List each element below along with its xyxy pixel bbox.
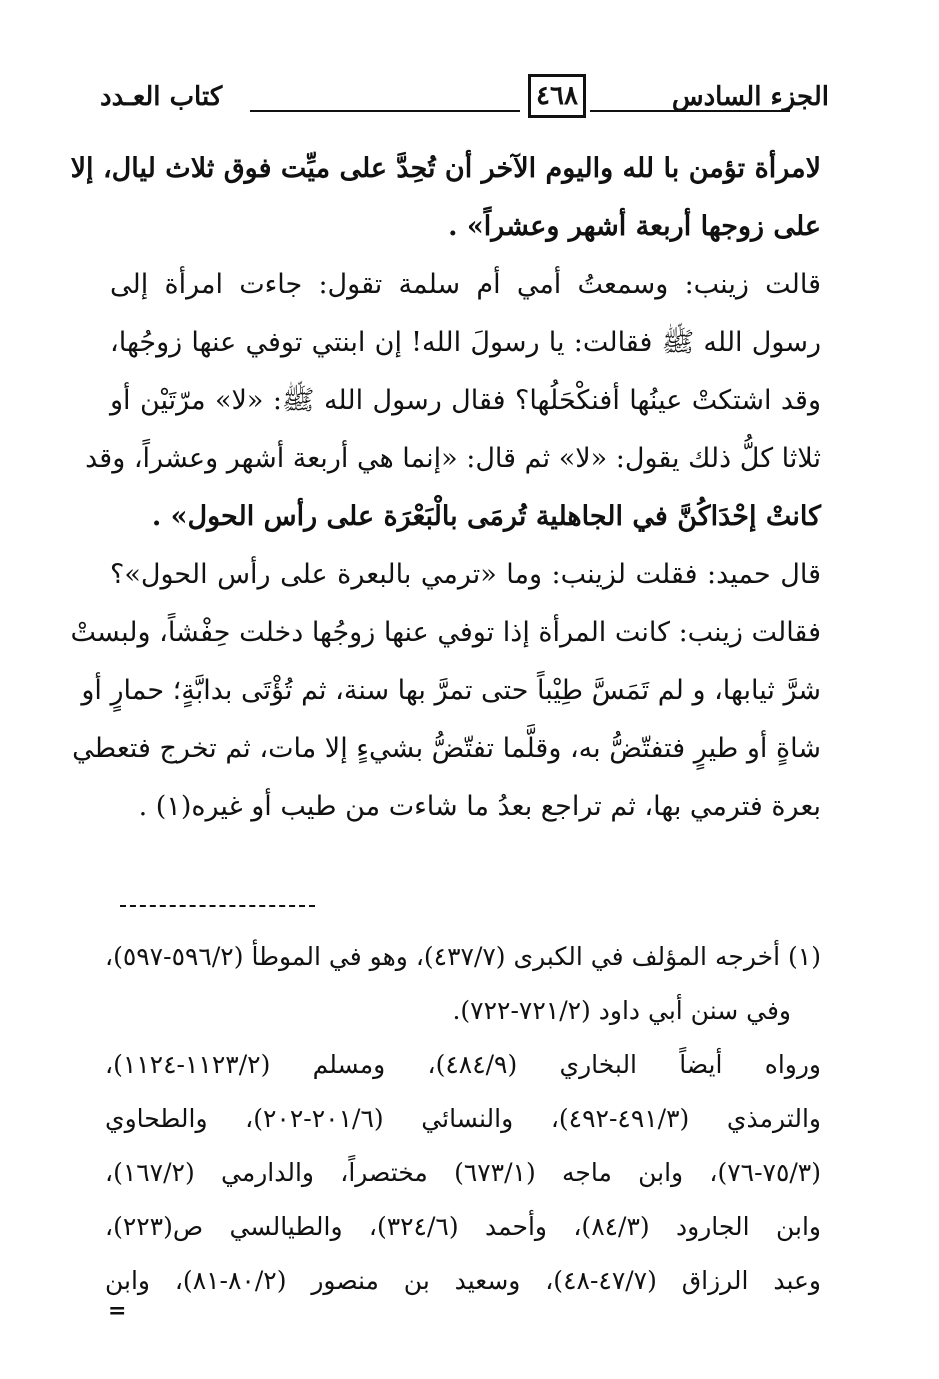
text-line: كانتْ إحْدَاكُنَّ في الجاهلية تُرمَى بالْبَعْرَة على رأس الحول» . bbox=[151, 501, 821, 532]
book-title: كتاب العـدد bbox=[100, 82, 223, 112]
footnote-line: وعبد الرزاق (٤٧/٧-٤٨)، وسعيد بن منصور (٨٠/٢-٨١)، وابن bbox=[105, 1266, 822, 1295]
text-line: وقد اشتكتْ عينُها أفنكْحَلُها؟ فقال رسول الله ﷺ: «لا» مرّتَيْن أو bbox=[110, 385, 821, 416]
volume-title: الجزء السادس bbox=[671, 82, 829, 112]
page-number: ٤٦٨ bbox=[528, 74, 586, 118]
text-line: بعرة فترمي بها، ثم تراجع بعدُ ما شاءت من طيب أو غيره(١) . bbox=[138, 791, 821, 822]
text-line: شرَّ ثيابها، و لم تَمَسَّ طِيْباً حتى تمرَّ بها سنة، ثم تُؤْتَى بدابَّةٍ؛ حمارٍ أو bbox=[81, 675, 821, 706]
text-line: رسول الله ﷺ فقالت: يا رسولَ الله! إن ابنتي توفي عنها زوجُها، bbox=[110, 327, 821, 358]
footnote-separator bbox=[120, 905, 315, 907]
header-rule-left bbox=[250, 110, 520, 112]
footnotes bbox=[105, 930, 821, 1308]
text-line: قالت زينب: وسمعتُ أمي أم سلمة تقول: جاءت امرأة إلى bbox=[110, 269, 821, 300]
text-line: قال حميد: فقلت لزينب: وما «ترمي بالبعرة على رأس الحول»؟ bbox=[110, 559, 821, 590]
footnote-line: وفي سنن أبي داود (٧٢١/٢-٧٢٢). bbox=[452, 996, 791, 1025]
text-line: فقالت زينب: كانت المرأة إذا توفي عنها زوجُها دخلت حِفْشاً، ولبستْ bbox=[70, 617, 821, 648]
text-line: شاةٍ أو طيرٍ فتفتّضُّ به، وقلَّما تفتّضُّ بشيءٍ إلا مات، ثم تخرج فتعطي bbox=[72, 733, 821, 764]
text-line: ثلاثا كلُّ ذلك يقول: «لا» ثم قال: «إنما هي أربعة أشهر وعشراً، وقد bbox=[85, 443, 821, 474]
header-rule-right bbox=[590, 110, 790, 112]
page-header bbox=[100, 70, 829, 130]
text-line: على زوجها أربعة أشهر وعشراً» . bbox=[448, 211, 821, 242]
main-text bbox=[70, 140, 821, 836]
footnote-line: ورواه أيضاً البخاري (٤٨٤/٩)، ومسلم (١١٢٣/٢-١١٢٤)، bbox=[105, 1050, 821, 1079]
footnote-line: (٧٥/٣-٧٦)، وابن ماجه (٦٧٣/١) مختصراً، والدارمي (١٦٧/٢)، bbox=[105, 1158, 821, 1187]
footnote-line: وابن الجارود (٨٤/٣)، وأحمد (٣٢٤/٦)، والطيالسي ص(٢٢٣)، bbox=[105, 1212, 821, 1241]
footnote-line: والترمذي (٤٩١/٣-٤٩٢)، والنسائي (٢٠١/٦-٢٠٢)، والطحاوي bbox=[105, 1104, 821, 1133]
text-line: لامرأة تؤمن با لله واليوم الآخر أن تُحِدَّ على ميِّت فوق ثلاث ليال، إلا bbox=[70, 153, 821, 184]
continuation-mark: = bbox=[108, 1298, 127, 1324]
footnote-line: (١) أخرجه المؤلف في الكبرى (٤٣٧/٧)، وهو في الموطأ (٥٩٦/٢-٥٩٧)، bbox=[105, 942, 821, 971]
